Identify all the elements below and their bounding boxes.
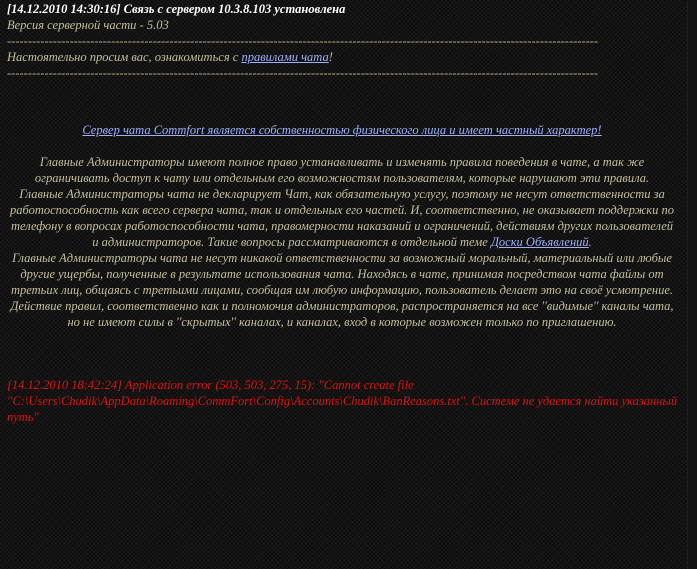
rules-notice	[7, 49, 686, 65]
owner-notice-link[interactable]: Сервер чата Commfort является собственностью физического лица и имеет частный характер!	[82, 123, 602, 137]
server-version: Версия серверной части - 5.03	[7, 18, 169, 32]
rules-paragraph-4: Действие правил, соответственно как и полномочия администраторов, распространяется на все ''видимые'' каналы чата, но не имеют силы в ''скрытых'' каналах, и каналах, вход в которые возможен только по приглашению.	[10, 299, 674, 329]
error-message: [14.12.2010 18:42:24] Application error (503, 503, 275, 15): ''Cannot create file ''C:\Users\Chudik\AppData\Roaming\CommFort\Config\Accounts\Chudik\BanReasons.txt''. Системе не удается найти указанный путь''	[7, 378, 678, 424]
rules-paragraph-2	[7, 186, 677, 250]
scrollbar-edge[interactable]	[687, 0, 697, 569]
connection-header: [14.12.2010 14:30:16] Связь с сервером 10.3.8.103 установлена	[7, 2, 346, 16]
rules-paragraph-3: Главные Администраторы чата не несут никакой ответственности за возможный моральный, материальный или любые другие ущербы, полученные в результате использования чата. Находясь в чате, принимая посредством чата файлы от третьих лиц, общаясь с третьими лицами, сообщая им любую информацию, пользователь делает это на своё усмотрение.	[10, 251, 674, 297]
divider-top: ----------------------------------------------------------------------------------------------------------------------------------------------	[7, 34, 599, 48]
rules-notice-suffix: !	[328, 50, 333, 64]
owner-notice	[7, 122, 677, 138]
rules-notice-prefix: Настоятельно просим вас, ознакомиться с	[7, 50, 242, 64]
rules-paragraph-2-text: Главные Администраторы чата не декларирует Чат, как обязательную услугу, поэтому не несут ответственности за работоспособность как всего сервера чата, так и отдельных его частей. И, соответственно, не оказывает поддержки по телефону в вопросах работоспособности чата, правомерности наказаний и ограничений, действиям других пользователей и администраторов. Такие вопросы рассматриваются в отдельной теме	[9, 187, 675, 249]
board-link[interactable]: Доски Объявлений	[490, 235, 589, 249]
rules-link[interactable]: правилами чата	[241, 50, 329, 64]
rules-paragraph-1: Главные Администраторы имеют полное право устанавливать и изменять правила поведения в чате, а так же ограничивать доступ к чату или отдельным его возможностям пользователям, которые нарушают эти правила.	[34, 155, 650, 185]
rules-block	[7, 122, 677, 330]
rules-paragraph-2-suffix: .	[588, 235, 592, 249]
divider-bottom: ----------------------------------------------------------------------------------------------------------------------------------------------	[7, 66, 599, 80]
